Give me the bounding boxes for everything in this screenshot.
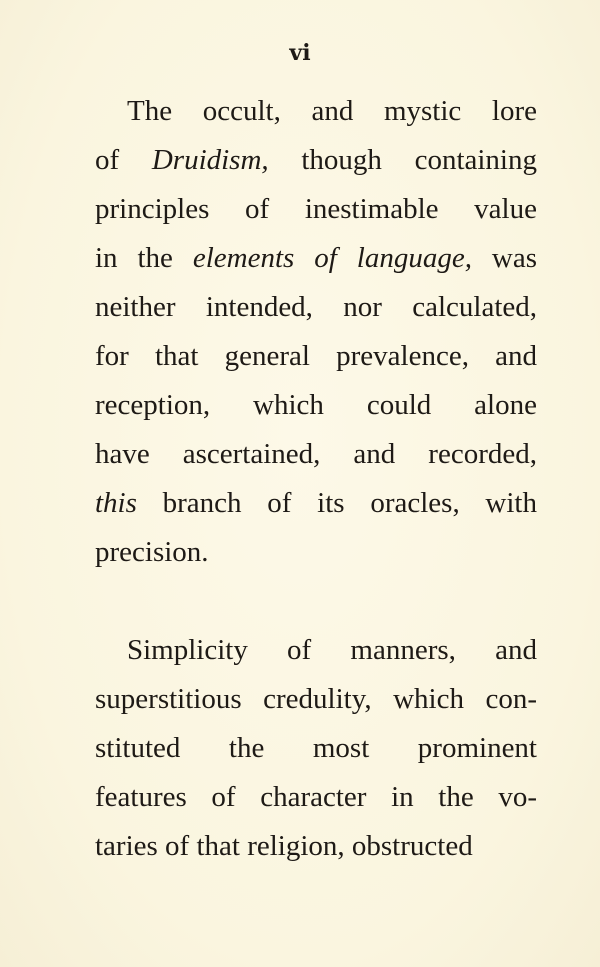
- text-run: stituted the most prominent: [95, 732, 537, 764]
- paragraph-1: [95, 87, 537, 577]
- text-run: have ascertained, and recorded,: [95, 438, 537, 470]
- text-run: though containing: [268, 144, 537, 176]
- text-run: for that general prevalence, and: [95, 340, 537, 372]
- text-line: [95, 185, 537, 234]
- text-line: [95, 528, 537, 577]
- italic-text: Druidism,: [151, 144, 269, 176]
- italic-text: elements of language,: [192, 242, 472, 274]
- text-line: [95, 479, 537, 528]
- text-line: [95, 626, 537, 675]
- text-line: [95, 381, 537, 430]
- text-run: precision.: [95, 536, 209, 568]
- text-line: [95, 87, 537, 136]
- text-run: branch of its oracles, with: [136, 487, 537, 519]
- text-line: [95, 234, 537, 283]
- text-run: in the: [95, 242, 193, 274]
- text-run: reception, which could alone: [95, 389, 537, 421]
- text-run: was: [471, 242, 537, 274]
- text-run: superstitious credulity, which con-: [95, 683, 537, 715]
- text-line: [95, 724, 537, 773]
- text-run: Simplicity of manners, and: [127, 634, 537, 666]
- text-line: [95, 136, 537, 185]
- text-line: [95, 283, 537, 332]
- text-run: The occult, and mystic lore: [127, 95, 537, 127]
- text-run: features of character in the vo-: [95, 781, 537, 813]
- text-run: taries of that religion, obstructed: [95, 830, 473, 862]
- text-line: [95, 430, 537, 479]
- text-line: [95, 773, 537, 822]
- text-run: of: [95, 144, 152, 176]
- page-number: vi: [289, 40, 311, 66]
- text-line: [95, 675, 537, 724]
- text-line: [95, 332, 537, 381]
- paragraph-2: [95, 626, 537, 871]
- text-line: [95, 822, 537, 871]
- text-run: neither intended, nor calculated,: [95, 291, 537, 323]
- text-run: principles of inestimable value: [95, 193, 537, 225]
- italic-text: this: [95, 487, 137, 519]
